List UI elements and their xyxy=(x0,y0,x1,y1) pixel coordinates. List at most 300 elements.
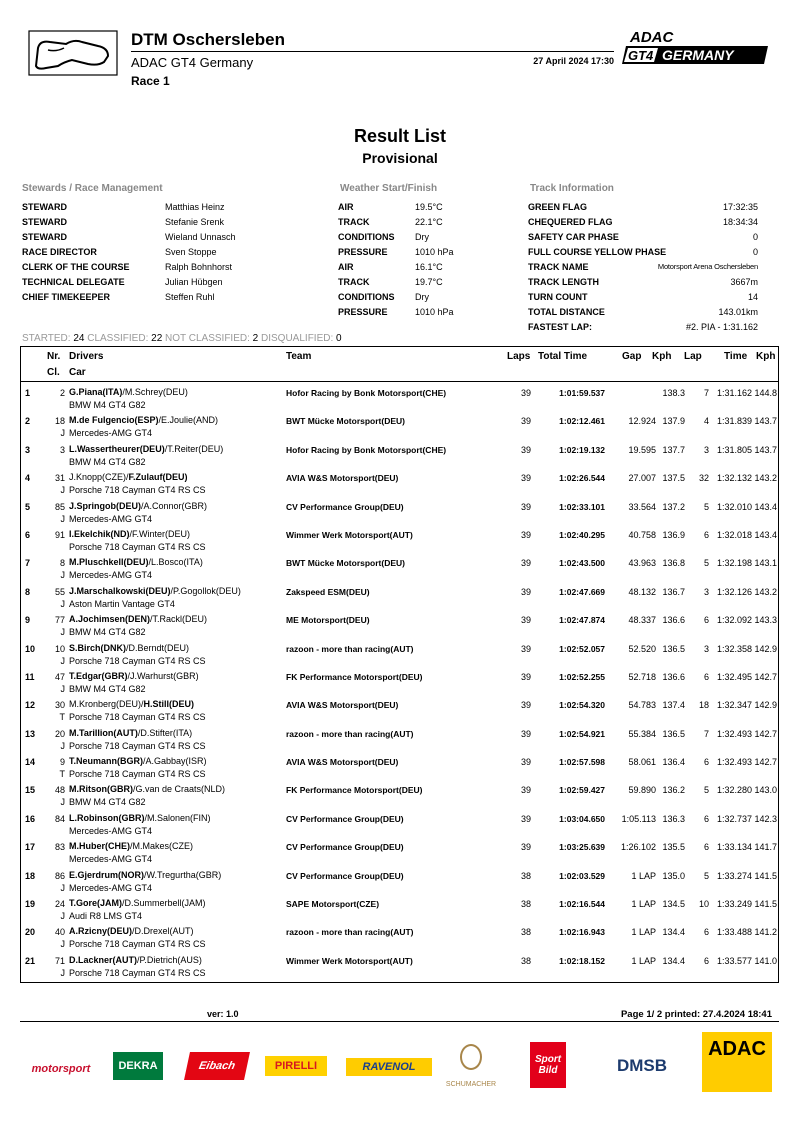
drivers xyxy=(69,955,202,965)
position: 10 xyxy=(25,643,36,654)
steward-value: Matthias Heinz xyxy=(165,201,225,212)
laps: 39 xyxy=(520,728,531,739)
result-row xyxy=(21,554,778,582)
car-model: Porsche 718 Cayman GT4 RS CS xyxy=(69,712,206,723)
position: 2 xyxy=(25,416,31,427)
weather-key: CONDITIONS xyxy=(338,291,395,302)
race-name: Race 1 xyxy=(131,74,170,88)
team-name: Hofor Racing by Bonk Motorsport(CHE) xyxy=(286,444,447,455)
track-info-row xyxy=(528,199,758,214)
track-info-value: 0 xyxy=(752,231,758,242)
best-lap-kph: 142.9 xyxy=(754,643,777,654)
avg-kph: 137.5 xyxy=(662,473,685,484)
steward-key: STEWARD xyxy=(22,201,67,212)
result-row xyxy=(21,867,778,895)
results-body xyxy=(21,384,778,980)
best-lap-number: 3 xyxy=(703,586,709,597)
position: 19 xyxy=(25,899,36,910)
car-number: 84 xyxy=(54,813,65,824)
track-info-key: SAFETY CAR PHASE xyxy=(528,231,619,242)
weather-value: Dry xyxy=(415,231,429,242)
position: 1 xyxy=(25,388,31,398)
class: J xyxy=(60,911,65,922)
schumacher-logo-text: SCHUMACHER xyxy=(445,1081,497,1088)
gap: 1 LAP xyxy=(631,899,656,910)
weather-value: 16.1°C xyxy=(415,261,443,272)
version-label: ver: 1.0 xyxy=(207,1009,239,1019)
position: 7 xyxy=(25,558,31,569)
track-info-row xyxy=(528,259,758,274)
driver-2: /P.Dietrich(AUS) xyxy=(137,954,202,965)
car-number: 55 xyxy=(54,586,65,597)
class: J xyxy=(60,570,65,581)
best-lap-kph: 141.5 xyxy=(754,899,777,910)
track-map-icon xyxy=(28,30,118,76)
result-row xyxy=(21,895,778,923)
total-time: 1:02:43.500 xyxy=(559,558,605,569)
steward-key: STEWARD xyxy=(22,231,67,242)
weather-value: 19.7°C xyxy=(415,276,443,287)
laps: 39 xyxy=(520,671,531,682)
col-drivers: Drivers xyxy=(69,351,104,362)
team-name: razoon - more than racing(AUT) xyxy=(286,927,414,938)
driver-2: /T.Rackl(DEU) xyxy=(150,614,208,625)
best-lap-time: 1:32.493 xyxy=(716,728,752,739)
class: J xyxy=(60,797,65,808)
motorsport-logo-text: motorsport xyxy=(31,1063,91,1075)
driver-2: /T.Reiter(DEU) xyxy=(164,443,224,454)
event-title: DTM Oschersleben xyxy=(131,30,285,49)
class: J xyxy=(60,627,65,638)
car-model: Mercedes-AMG GT4 xyxy=(69,854,153,865)
position: 13 xyxy=(25,728,36,739)
laps: 39 xyxy=(520,416,531,427)
sport-bild-logo-text: Sport Bild xyxy=(534,1054,562,1076)
weather-key: AIR xyxy=(338,201,354,212)
car-model: Mercedes-AMG GT4 xyxy=(69,825,153,836)
class: J xyxy=(60,967,65,978)
position: 6 xyxy=(25,529,31,540)
car-number: 20 xyxy=(54,728,65,739)
best-lap-kph: 143.1 xyxy=(754,558,777,569)
car-number: 86 xyxy=(54,870,65,881)
result-row xyxy=(21,753,778,781)
avg-kph: 136.3 xyxy=(662,813,685,824)
best-lap-time: 1:32.495 xyxy=(716,671,752,682)
best-lap-kph: 141.5 xyxy=(754,870,777,881)
best-lap-number: 4 xyxy=(703,416,709,427)
driver-1: E.Gjerdrum(NOR) xyxy=(69,869,145,880)
team-name: razoon - more than racing(AUT) xyxy=(286,728,414,739)
drivers xyxy=(69,614,207,624)
disqualified-count: 0 xyxy=(336,333,342,344)
avg-kph: 137.4 xyxy=(662,700,685,711)
position: 18 xyxy=(25,870,36,881)
team-name: BWT Mücke Motorsport(DEU) xyxy=(286,558,405,569)
track-info-rows xyxy=(528,199,758,334)
car-number: 2 xyxy=(59,388,65,398)
team-name: CV Performance Group(DEU) xyxy=(286,870,404,881)
car-model: Porsche 718 Cayman GT4 RS CS xyxy=(69,939,206,950)
not-classified-count: 2 xyxy=(252,333,259,344)
best-lap-time: 1:32.280 xyxy=(716,785,752,796)
car-model: BMW M4 GT4 G82 xyxy=(69,797,146,808)
col-cl: Cl. xyxy=(47,367,60,378)
laps: 39 xyxy=(520,529,531,540)
driver-1: A.Jochimsen(DEN) xyxy=(69,614,151,625)
best-lap-kph: 142.7 xyxy=(754,728,777,739)
track-info-value: #2. PIA - 1:31.162 xyxy=(685,321,758,332)
weather-row xyxy=(338,244,478,259)
gap: 48.132 xyxy=(628,586,656,597)
driver-1: A.Rzicny(DEU) xyxy=(69,926,133,937)
track-info-key: TURN COUNT xyxy=(528,291,588,302)
car-model: Mercedes-AMG GT4 xyxy=(69,513,153,524)
class: J xyxy=(60,939,65,950)
drivers xyxy=(69,501,207,511)
driver-2: H.Still(DEU) xyxy=(143,699,195,710)
avg-kph: 137.2 xyxy=(662,501,685,512)
motorsport-logo xyxy=(24,1058,98,1080)
laps: 39 xyxy=(520,813,531,824)
driver-1: M.Huber(CHE) xyxy=(69,841,130,852)
laps: 39 xyxy=(520,444,531,455)
track-info-row xyxy=(528,319,758,334)
gap: 48.337 xyxy=(628,615,656,626)
track-info-value: 3667m xyxy=(730,276,758,287)
best-lap-number: 6 xyxy=(703,955,709,966)
best-lap-number: 6 xyxy=(703,615,709,626)
best-lap-time: 1:32.347 xyxy=(716,700,752,711)
driver-1: M.Kronberg(DEU)/ xyxy=(69,699,144,710)
steward-key: STEWARD xyxy=(22,216,67,227)
avg-kph: 137.9 xyxy=(662,416,685,427)
position: 15 xyxy=(25,785,36,796)
car-number: 77 xyxy=(54,615,65,626)
car-model: BMW M4 GT4 G82 xyxy=(69,683,146,694)
weather-key: TRACK xyxy=(338,276,370,287)
total-time: 1:03:04.650 xyxy=(559,813,605,824)
footer-rule xyxy=(20,1021,779,1022)
car-number: 83 xyxy=(54,842,65,853)
laps: 38 xyxy=(520,927,531,938)
track-info-key: GREEN FLAG xyxy=(528,201,588,212)
result-row xyxy=(21,838,778,866)
driver-2: /M.Schrey(DEU) xyxy=(122,387,188,397)
best-lap-kph: 143.3 xyxy=(754,615,777,626)
avg-kph: 136.9 xyxy=(662,529,685,540)
result-row xyxy=(21,640,778,668)
page-info: Page 1/ 2 printed: 27.4.2024 18:41 xyxy=(620,1009,772,1020)
drivers xyxy=(69,870,221,880)
weather-title: Weather Start/Finish xyxy=(340,183,438,194)
car-number: 18 xyxy=(54,416,65,427)
weather-row xyxy=(338,199,478,214)
col-gap: Gap xyxy=(622,351,642,362)
dekra-logo-text: DEKRA xyxy=(118,1060,158,1072)
car-model: Porsche 718 Cayman GT4 RS CS xyxy=(69,541,206,552)
car-model: Mercedes-AMG GT4 xyxy=(69,882,153,893)
track-info-value: Motorsport Arena Oschersleben xyxy=(657,262,758,271)
car-number: 85 xyxy=(54,501,65,512)
team-name: CV Performance Group(DEU) xyxy=(286,501,404,512)
position: 20 xyxy=(25,927,36,938)
driver-2: /D.Drexel(AUT) xyxy=(132,926,194,937)
result-row xyxy=(21,441,778,469)
gap: 55.384 xyxy=(628,728,656,739)
weather-rows xyxy=(338,199,478,319)
class: J xyxy=(60,428,65,439)
weather-value: 1010 hPa xyxy=(415,246,454,257)
laps: 39 xyxy=(520,501,531,512)
result-row xyxy=(21,611,778,639)
avg-kph: 136.5 xyxy=(662,728,685,739)
classified-count: 22 xyxy=(151,333,163,344)
total-time: 1:03:25.639 xyxy=(559,842,605,853)
best-lap-time: 1:32.010 xyxy=(716,501,752,512)
best-lap-kph: 143.2 xyxy=(754,586,777,597)
car-model: BMW M4 GT4 G82 xyxy=(69,456,146,467)
steward-key: TECHNICAL DELEGATE xyxy=(22,276,125,287)
ravenol-logo xyxy=(346,1058,432,1076)
track-info-value: 143.01km xyxy=(718,306,758,317)
car-number: 91 xyxy=(54,529,65,540)
avg-kph: 135.0 xyxy=(662,870,685,881)
avg-kph: 135.5 xyxy=(662,842,685,853)
not-classified-label: NOT CLASSIFIED: xyxy=(165,333,250,344)
steward-row xyxy=(22,229,322,244)
best-lap-number: 7 xyxy=(703,728,709,739)
started-label: STARTED: xyxy=(22,333,71,344)
driver-1: G.Piana(ITA) xyxy=(69,387,123,397)
best-lap-kph: 143.4 xyxy=(754,501,777,512)
best-lap-kph: 141.0 xyxy=(754,955,777,966)
best-lap-number: 3 xyxy=(703,444,709,455)
results-table xyxy=(20,346,779,983)
avg-kph: 137.7 xyxy=(662,444,685,455)
track-info-key: CHEQUERED FLAG xyxy=(528,216,613,227)
car-number: 8 xyxy=(59,558,65,569)
driver-2: /M.Makes(CZE) xyxy=(130,841,193,852)
result-row xyxy=(21,583,778,611)
col-best-kph: Kph xyxy=(756,351,776,362)
driver-2: /L.Bosco(ITA) xyxy=(148,557,203,568)
position: 9 xyxy=(25,615,31,626)
position: 3 xyxy=(25,444,31,455)
stewards-section xyxy=(22,183,322,304)
car-model: Audi R8 LMS GT4 xyxy=(69,911,143,922)
total-time: 1:02:54.320 xyxy=(559,700,605,711)
car-model: BMW M4 GT4 G82 xyxy=(69,400,146,410)
position: 5 xyxy=(25,501,31,512)
class: J xyxy=(60,655,65,666)
driver-1: T.Edgar(GBR) xyxy=(69,670,128,681)
weather-key: CONDITIONS xyxy=(338,231,395,242)
total-time: 1:02:47.669 xyxy=(559,586,605,597)
driver-1: T.Neumann(BGR) xyxy=(69,756,143,767)
total-time: 1:02:18.152 xyxy=(559,955,605,966)
track-info-row xyxy=(528,304,758,319)
track-info-row xyxy=(528,274,758,289)
result-row xyxy=(21,526,778,554)
best-lap-number: 5 xyxy=(703,870,709,881)
team-name: razoon - more than racing(AUT) xyxy=(286,643,414,654)
avg-kph: 136.6 xyxy=(662,671,685,682)
total-time: 1:02:19.132 xyxy=(559,444,605,455)
best-lap-number: 6 xyxy=(703,842,709,853)
gap: 19.595 xyxy=(628,444,656,455)
best-lap-time: 1:31.805 xyxy=(716,444,752,455)
avg-kph: 136.7 xyxy=(662,586,685,597)
gap: 43.963 xyxy=(628,558,656,569)
document-title: Result List xyxy=(353,126,446,146)
gap: 1:26.102 xyxy=(620,842,656,853)
stewards-rows xyxy=(22,199,322,304)
sponsor-bar xyxy=(0,1024,800,1124)
report-datetime: 27 April 2024 17:30 xyxy=(533,56,614,66)
laps: 39 xyxy=(520,785,531,796)
best-lap-time: 1:33.488 xyxy=(716,927,752,938)
result-row xyxy=(21,498,778,526)
driver-1: L.Wassertheurer(DEU) xyxy=(69,443,165,454)
driver-1: T.Gore(JAM) xyxy=(69,898,123,909)
laps: 39 xyxy=(520,388,531,398)
avg-kph: 136.5 xyxy=(662,643,685,654)
best-lap-number: 6 xyxy=(703,757,709,768)
gap: 52.520 xyxy=(628,643,656,654)
team-name: BWT Mücke Motorsport(DEU) xyxy=(286,416,405,427)
car-model: Porsche 718 Cayman GT4 RS CS xyxy=(69,967,206,978)
best-lap-number: 6 xyxy=(703,671,709,682)
driver-1: J.Springob(DEU) xyxy=(69,500,141,511)
best-lap-number: 6 xyxy=(703,927,709,938)
col-total-time: Total Time xyxy=(538,351,588,362)
position: 21 xyxy=(25,955,36,966)
schumacher-emblem-icon xyxy=(460,1044,482,1070)
dmsb-logo-text: DMSB xyxy=(616,1056,668,1075)
avg-kph: 136.2 xyxy=(662,785,685,796)
total-time: 1:02:59.427 xyxy=(559,785,605,796)
svg-text:GERMANY: GERMANY xyxy=(662,47,734,63)
eibach-logo xyxy=(184,1052,250,1080)
adac-gt4-germany-logo xyxy=(622,28,772,68)
track-info-key: FULL COURSE YELLOW PHASE xyxy=(528,246,667,257)
car-model: Mercedes-AMG GT4 xyxy=(69,570,153,581)
laps: 39 xyxy=(520,757,531,768)
best-lap-kph: 142.7 xyxy=(754,671,777,682)
best-lap-kph: 143.2 xyxy=(754,473,777,484)
car-number: 3 xyxy=(59,444,65,455)
laps: 39 xyxy=(520,586,531,597)
gap: 59.890 xyxy=(628,785,656,796)
drivers xyxy=(69,784,225,794)
race-summary xyxy=(22,333,342,344)
drivers xyxy=(69,671,199,681)
gap: 1 LAP xyxy=(631,927,656,938)
avg-kph: 134.5 xyxy=(662,899,685,910)
weather-key: TRACK xyxy=(338,216,370,227)
gap: 54.783 xyxy=(628,700,656,711)
driver-2: /J.Warhurst(GBR) xyxy=(127,670,199,681)
track-info-value: 18:34:34 xyxy=(722,216,758,227)
track-info-key: FASTEST LAP: xyxy=(528,321,593,332)
total-time: 1:02:16.943 xyxy=(559,927,605,938)
drivers xyxy=(69,472,188,482)
total-time: 1:02:16.544 xyxy=(559,899,605,910)
team-name: FK Performance Motorsport(DEU) xyxy=(286,671,423,682)
svg-text:ADAC: ADAC xyxy=(630,29,674,46)
car-model: Aston Martin Vantage GT4 xyxy=(69,598,175,609)
best-lap-kph: 143.7 xyxy=(754,416,777,427)
pirelli-logo-text: PIRELLI xyxy=(274,1060,318,1072)
schumacher-logo xyxy=(446,1044,496,1088)
laps: 39 xyxy=(520,615,531,626)
col-car: Car xyxy=(69,367,86,378)
best-lap-time: 1:33.249 xyxy=(716,899,752,910)
total-time: 1:02:57.598 xyxy=(559,757,605,768)
car-number: 24 xyxy=(54,899,65,910)
result-row xyxy=(21,668,778,696)
class: J xyxy=(60,485,65,496)
best-lap-time: 1:32.198 xyxy=(716,558,752,569)
weather-value: Dry xyxy=(415,291,429,302)
team-name: Hofor Racing by Bonk Motorsport(CHE) xyxy=(286,388,447,398)
class: J xyxy=(60,513,65,524)
class: J xyxy=(60,740,65,751)
avg-kph: 136.6 xyxy=(662,615,685,626)
best-lap-time: 1:33.274 xyxy=(716,870,752,881)
col-lap: Lap xyxy=(684,351,702,362)
drivers xyxy=(69,728,192,738)
col-team: Team xyxy=(286,351,312,362)
dmsb-logo xyxy=(600,1056,684,1076)
weather-key: PRESSURE xyxy=(338,306,388,317)
total-time: 1:01:59.537 xyxy=(559,388,605,398)
best-lap-number: 5 xyxy=(703,785,709,796)
best-lap-time: 1:32.132 xyxy=(716,473,752,484)
position: 8 xyxy=(25,586,31,597)
best-lap-number: 6 xyxy=(703,813,709,824)
header-divider xyxy=(21,381,778,382)
laps: 39 xyxy=(520,473,531,484)
best-lap-kph: 142.9 xyxy=(754,700,777,711)
drivers xyxy=(69,756,207,766)
total-time: 1:02:33.101 xyxy=(559,501,605,512)
total-time: 1:02:40.295 xyxy=(559,529,605,540)
drivers xyxy=(69,529,190,539)
result-row xyxy=(21,696,778,724)
weather-value: 19.5°C xyxy=(415,201,443,212)
gap: 52.718 xyxy=(628,671,656,682)
driver-2: /A.Connor(GBR) xyxy=(141,500,208,511)
laps: 38 xyxy=(520,899,531,910)
result-row xyxy=(21,412,778,440)
adac-logo-text: ADAC xyxy=(708,1038,766,1060)
result-row xyxy=(21,952,778,980)
laps: 39 xyxy=(520,842,531,853)
car-model: Porsche 718 Cayman GT4 RS CS xyxy=(69,769,206,780)
drivers xyxy=(69,813,211,823)
steward-row xyxy=(22,274,322,289)
car-number: 9 xyxy=(59,757,65,768)
track-info-row xyxy=(528,214,758,229)
total-time: 1:02:52.255 xyxy=(559,671,605,682)
driver-2: /W.Tregurtha(GBR) xyxy=(144,869,222,880)
eibach-logo-text: Eibach xyxy=(197,1060,237,1072)
col-best-time: Time xyxy=(724,351,748,362)
driver-1: M.de Fulgencio(ESP) xyxy=(69,415,159,426)
total-time: 1:02:26.544 xyxy=(559,473,605,484)
